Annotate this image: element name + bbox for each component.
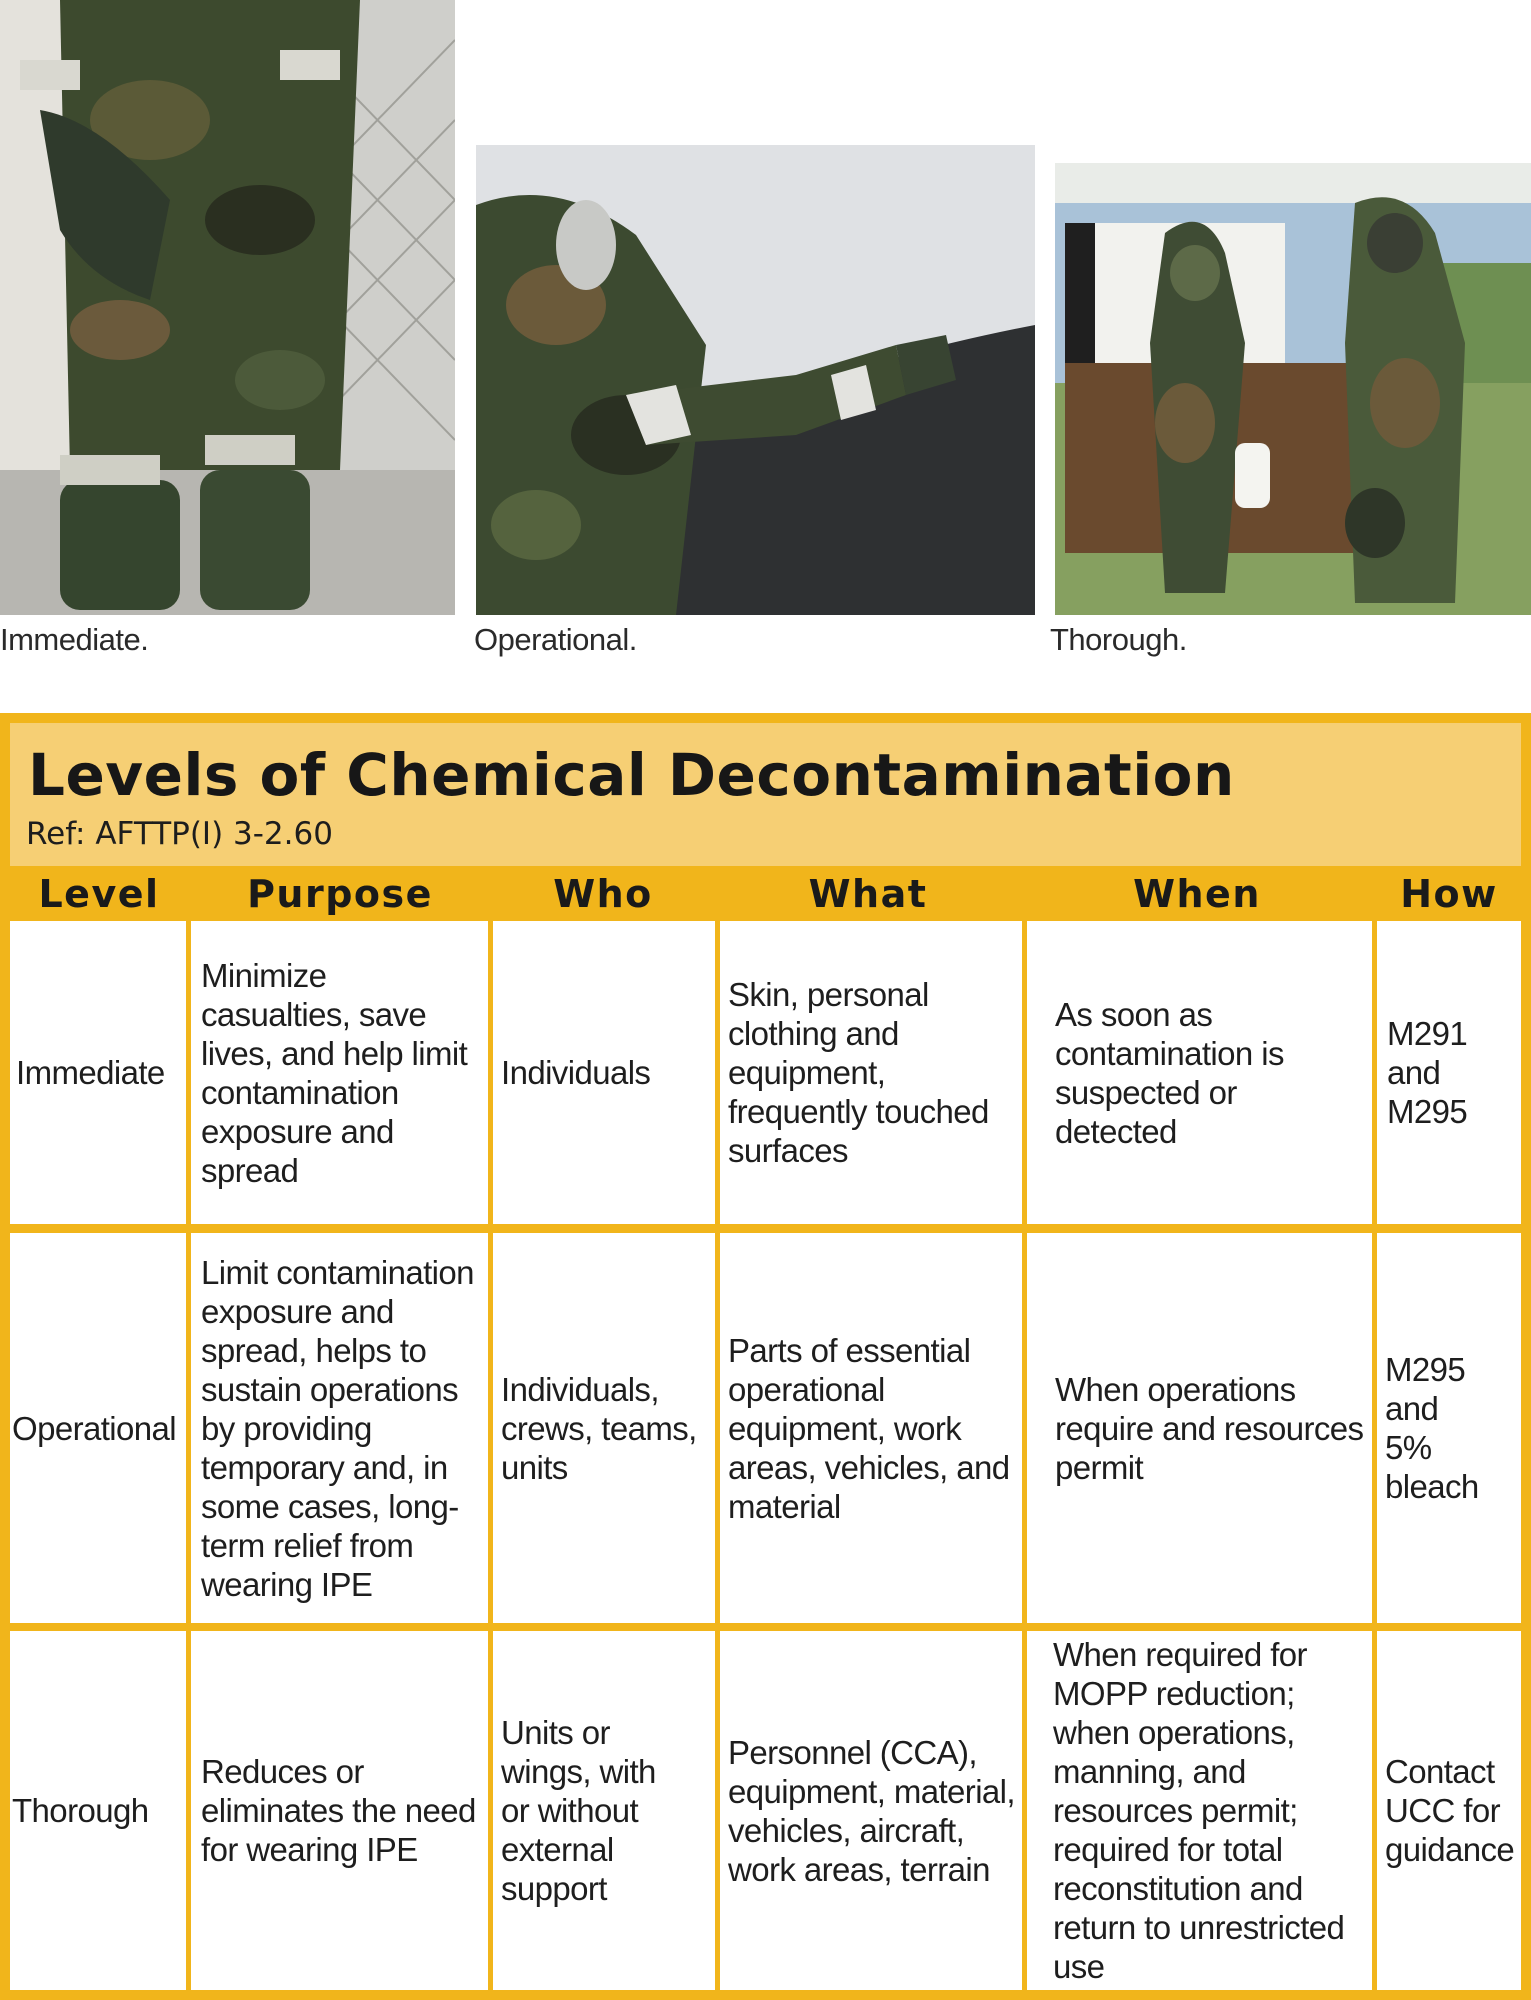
- cell-thorough-who: Units or wings, with or without external support: [493, 1631, 715, 1990]
- cell-thorough-level: Thorough: [10, 1631, 186, 1990]
- column-header-purpose: Purpose: [247, 872, 433, 916]
- caption-operational: Operational.: [474, 622, 637, 657]
- caption-immediate: Immediate.: [0, 622, 149, 657]
- cell-operational-who: Individuals, crews, teams, units: [493, 1233, 715, 1623]
- cell-operational-level: Operational: [10, 1233, 186, 1623]
- cell-immediate-when: As soon as contamination is suspected or detected: [1027, 921, 1372, 1224]
- column-header-how: How: [1400, 872, 1498, 916]
- cell-immediate-what: Skin, personal clothing and equipment, frequently touched surfaces: [720, 921, 1022, 1224]
- cell-operational-how: M295 and 5% bleach: [1377, 1233, 1521, 1623]
- column-header-who: Who: [553, 872, 653, 916]
- photo-thorough: [1055, 163, 1531, 615]
- cell-immediate-who: Individuals: [493, 921, 715, 1224]
- column-header-level: Level: [38, 872, 160, 916]
- column-header-when: When: [1133, 872, 1261, 916]
- column-header-what: What: [808, 872, 928, 916]
- decontamination-table: [0, 713, 1531, 2000]
- cell-immediate-level: Immediate: [10, 921, 186, 1224]
- cell-immediate-how: M291 and M295: [1377, 921, 1521, 1224]
- cell-thorough-purpose: Reduces or eliminates the need for wearing IPE: [191, 1631, 488, 1990]
- cell-immediate-purpose: Minimize casualties, save lives, and help limit contamination exposure and spread: [191, 921, 488, 1224]
- caption-thorough: Thorough.: [1050, 622, 1187, 657]
- cell-thorough-what: Personnel (CCA), equipment, material, vehicles, aircraft, work areas, terrain: [720, 1631, 1022, 1990]
- cell-thorough-when: When required for MOPP reduction; when operations, manning, and resources permit; required for total reconstitution and return to unrestricted use: [1027, 1631, 1372, 1990]
- cell-thorough-how: Contact UCC for guidance: [1377, 1631, 1521, 1990]
- photo-operational: [476, 145, 1035, 615]
- table-title: Levels of Chemical Decontamination: [28, 741, 1235, 809]
- table-header: [10, 723, 1521, 866]
- cell-operational-when: When operations require and resources permit: [1027, 1233, 1372, 1623]
- table-reference: Ref: AFTTP(I) 3-2.60: [26, 816, 333, 852]
- photo-immediate: [0, 0, 455, 615]
- cell-operational-purpose: Limit contamination exposure and spread, helps to sustain operations by providing temporary and, in some cases, long-term relief from wearing IPE: [191, 1233, 488, 1623]
- cell-operational-what: Parts of essential operational equipment, work areas, vehicles, and material: [720, 1233, 1022, 1623]
